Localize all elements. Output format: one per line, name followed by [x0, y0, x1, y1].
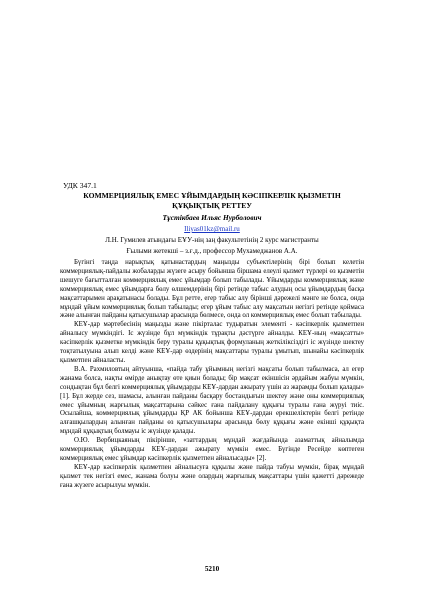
body-paragraph: КЕҰ-дар мәртебесінің маңызды және пікірталас тудыратын элементі - кәсіпкерлік қызметпен айналысу мүмкіндігі. Іс жүзінде бұл мүмкіндік тұрақты дәстүрге айналды. КЕҰ-ның «мақсатты» кәсіпкерлік қызметке мүмкіндік беру туралы құқықтық формуланың жеткіліксіздігі іс жүзінде шектеу тоқтатылуына алып келді және КЕҰ-дар өздерінің мақсаттары туралы ұмытып, шынайы кәсіпкерлік қызметпен айналасты. — [60, 321, 364, 364]
body-paragraph: Бүгінгі таңда нарықтық қатынастардың маңызды субъектілерінің бірі болып келетін коммерциялық-пайдалы жобаларды жүзеге асыру бойынша біршама елеулі қызмет түрлері өз қызметін шешуге бағытталған коммерциялық емес ұйымдар болып табылады. Ұйымдарды коммерциялық және коммерциялық емес ұйымдарға бөлу өлшемдерінің бірі ретінде табыс алудың осы ұйымдардың басқа мақсаттарымен арақатынасы болады. Бұл ретте, егер табыс алу бірінші дәрежелі мәнге не болса, онда мұндай ұйым коммерциялық болып табылады; егер ұйым табыс алу мақсатын негізгі ретінде қоймаса және алынған пайданы қатысушылар арасында бөлмесе, онда ол коммерциялық емес болып табылады. — [60, 259, 364, 320]
author-affiliation: Л.Н. Гумилев атындағы ЕҰУ-нің заң факультетінің 2 курс магистранты — [105, 236, 319, 244]
article-title-line-2: ҚҰҚЫҚТЫҚ РЕТТЕУ — [172, 201, 252, 210]
author-name: Тұстікбаев Ильяс Нурболович — [162, 213, 262, 222]
scientific-supervisor: Ғылыми жетекші – з.ғ.д., профессор Мухамеджанов А.А. — [126, 247, 298, 255]
article-title-line-1: КОММЕРЦИЯЛЫҚ ЕМЕС ҰЙЫМДАРДЫҢ КӘСІПКЕРЛІК ҚЫЗМЕТІН — [83, 191, 341, 200]
body-paragraph: В.А. Рахмиловтың айтуынша, «пайда табу ұйымның негізгі мақсаты болып табылмаса, ал егер жанама болса, нақты өмірде анықтау өте қиын болады; бір мақсат екіншісін әрдайым жабуы мүмкін, сондықтан бұл белгі коммерциялық ұйымдарды КЕҰ-дардан ажырату үшін аз жарамды болып қалады» [1]. Бұл жерде сез, шамасы, алынған пайданы басқару бостандығын шектеу және оны коммерциялық емес ұйымның жарғылық мақсаттарына сәйкес ғана пайдалану құқығы туралы ғана жүруі тиіс. Осылайша, коммерциялық ұйымдарды ҚР АК бойынша КЕҰ-дардан ерекшеліктерін белгі ретінде алғашқылардың алынған пайданы өз қатысушылары арасында бөлу құқығы және екінші құқықта мұндай құқықтың болмауы іс жүзінде қалады. — [60, 365, 364, 436]
udk-code: УДК 347.1 — [63, 181, 97, 190]
body-paragraph: О.Ю. Вербицкаяның пікірінше, «заттардың мұндай жағдайында азаматтық айналымда коммерциялық ұйымдарды КЕҰ-дардан ажырату мүмкін емес. Бүгінде Ресейде көптеген коммерциялық емес ұйымдар кәсіпкерлік қызметпен айналысады» [2]. — [60, 437, 364, 462]
page-number: 5210 — [204, 565, 220, 573]
body-paragraph: КЕҰ-дар кәсіпкерлік қызметпен айналысуға құқылы және пайда табуы мүмкін, бірақ мұндай қызмет тек негізгі емес, жанама болуы және олардың жарғылық мақсаттары үшін қажетті дәрежеде ғана жүзеге асырылуы мүмкін. — [60, 463, 364, 489]
author-email-link[interactable]: Iliyas01kz@mail.ru — [184, 225, 240, 233]
article-body — [60, 259, 364, 491]
author-email-line — [60, 225, 364, 234]
